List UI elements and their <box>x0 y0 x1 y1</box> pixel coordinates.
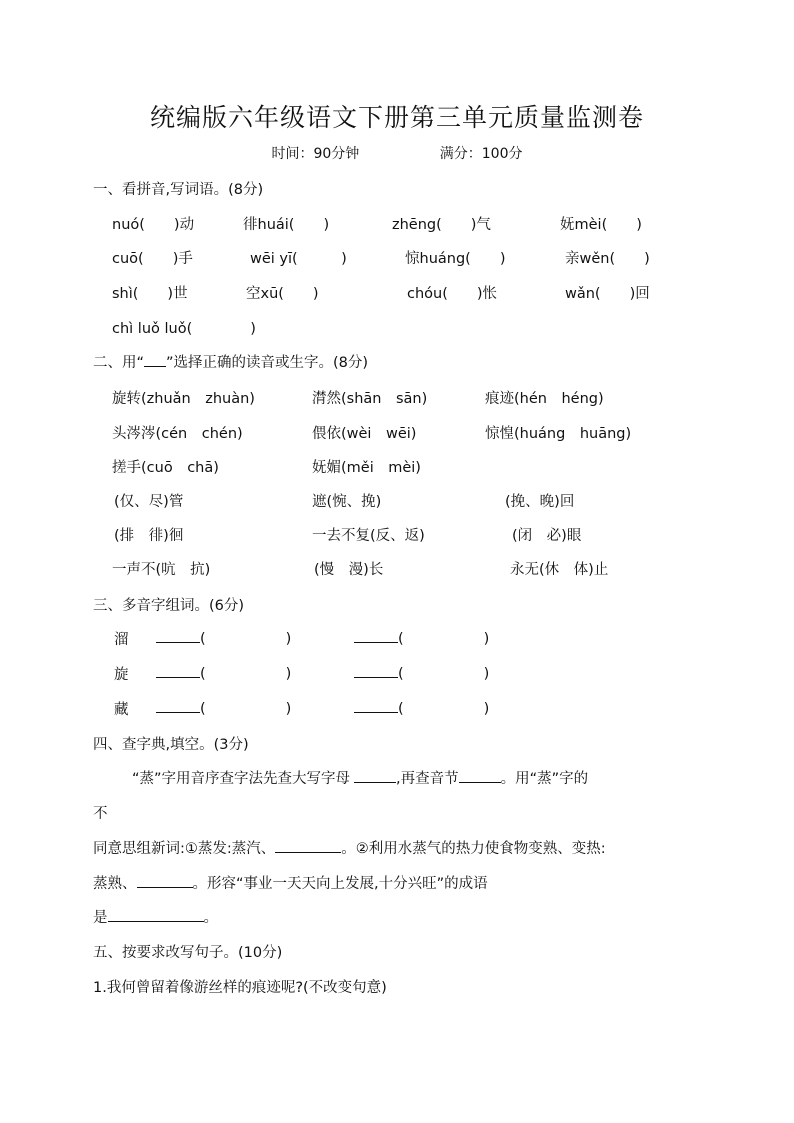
pinyin-item: 空xū( ) <box>246 286 319 302</box>
choice-item: 妩媚(měi mèi) <box>312 460 421 476</box>
section-2-heading: 二、用“ ”选择正确的读音或生字。(8分) <box>93 351 368 372</box>
pinyin-item: chì luǒ luǒ( ) <box>112 321 256 337</box>
pinyin-item: nuó( )动 <box>112 217 195 233</box>
pinyin-item: wǎn( )回 <box>565 286 650 302</box>
choice-item: 潸然(shān sān) <box>312 391 428 407</box>
answer-blank <box>459 768 501 783</box>
answer-blank <box>108 907 204 922</box>
word-slot: ( ) <box>354 628 489 647</box>
choice-item: (闭 必)眼 <box>512 528 582 544</box>
pinyin-item: 惊huáng( ) <box>405 251 506 267</box>
choice-item: (排 徘)徊 <box>114 528 184 544</box>
exam-score: 满分：100分 <box>439 146 523 162</box>
polyphone-char: 旋 <box>114 667 129 683</box>
answer-blank <box>354 768 396 783</box>
dictionary-line-1: “蒸”字用音序查字法先查大写字母 ,再查音节 。用“蒸”字的 <box>132 767 588 788</box>
exam-meta <box>0 143 794 163</box>
section-3-heading: 三、多音字组词。(6分) <box>93 598 245 614</box>
polyphone-char: 溜 <box>114 632 129 648</box>
choice-item: (慢 漫)长 <box>314 562 384 578</box>
section-4-heading: 四、查字典,填空。(3分) <box>93 737 249 753</box>
choice-item: 搓手(cuō chā) <box>112 460 219 476</box>
pinyin-item: shì( )世 <box>112 286 188 302</box>
section-1-heading: 一、看拼音,写词语。(8分) <box>93 182 264 198</box>
pinyin-item: zhēng( )气 <box>392 217 491 233</box>
dictionary-line-3: 同意思组新词:①蒸发:蒸汽、 。②利用水蒸气的热力使食物变熟、变热: <box>93 837 606 858</box>
choice-item: 永无(休 体)止 <box>510 562 609 578</box>
choice-item: 一去不复(反、返) <box>312 528 425 544</box>
pinyin-item: 徘huái( ) <box>243 217 330 233</box>
choice-item: 痕迹(hén héng) <box>485 391 604 407</box>
polyphone-char: 藏 <box>114 702 129 718</box>
choice-item: 旋转(zhuǎn zhuàn) <box>112 391 255 407</box>
pinyin-item: chóu( )怅 <box>407 286 498 302</box>
word-slot: ( ) <box>156 663 291 682</box>
page-title: 统编版六年级语文下册第三单元质量监测卷 <box>149 103 644 132</box>
word-slot: ( ) <box>156 628 291 647</box>
pinyin-item: 妩mèi( ) <box>560 217 642 233</box>
choice-item: 头涔涔(cén chén) <box>112 426 243 442</box>
question-1: 1.我何曾留着像游丝样的痕迹呢?(不改变句意) <box>93 980 387 996</box>
underline-mark <box>144 352 166 367</box>
word-slot: ( ) <box>156 698 291 717</box>
choice-item: (仅、尽)管 <box>114 494 184 510</box>
choice-item: (挽、晚)回 <box>505 494 575 510</box>
answer-blank <box>137 873 193 888</box>
choice-item: 惊惶(huáng huāng) <box>485 426 632 442</box>
section-5-heading: 五、按要求改写句子。(10分) <box>93 945 283 961</box>
dictionary-line-2: 不 <box>93 806 108 822</box>
choice-item: 一声不(吭 抗) <box>112 562 211 578</box>
answer-blank <box>275 838 341 853</box>
pinyin-item: 亲wěn( ) <box>565 251 650 267</box>
pinyin-item: cuō( )手 <box>112 251 193 267</box>
exam-time: 时间：90分钟 <box>271 146 360 162</box>
dictionary-line-4: 蒸熟、 。形容“事业一天天向上发展,十分兴旺”的成语 <box>93 872 488 893</box>
word-slot: ( ) <box>354 663 489 682</box>
word-slot: ( ) <box>354 698 489 717</box>
choice-item: 偎依(wèi wēi) <box>312 426 417 442</box>
pinyin-item: wēi yī( ) <box>250 251 347 267</box>
dictionary-line-5: 是 。 <box>93 906 218 927</box>
choice-item: 遮(惋、挽) <box>312 494 382 510</box>
